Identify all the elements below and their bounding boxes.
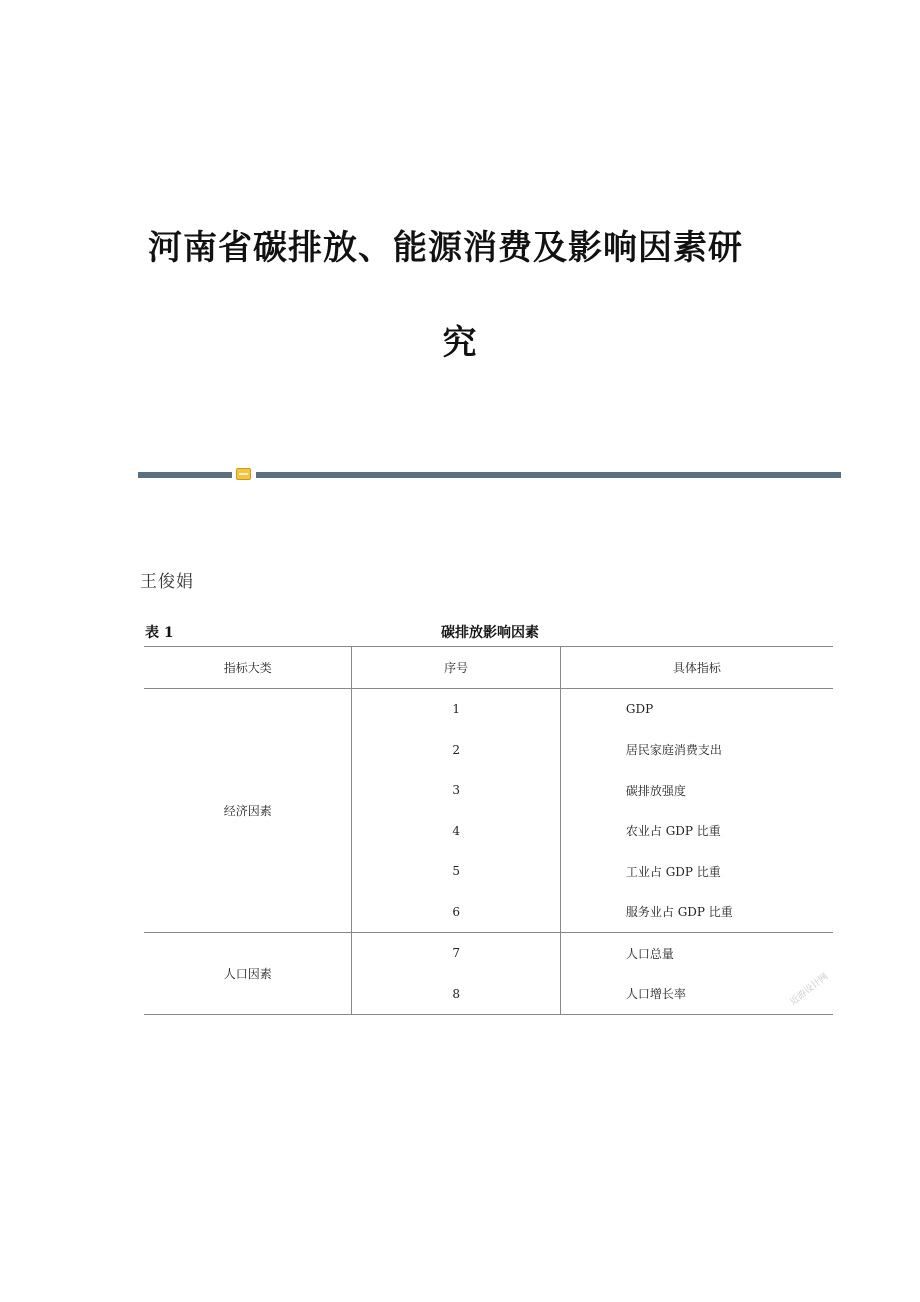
row-number: 3 [352, 770, 560, 811]
author-name: 王俊娟 [140, 572, 194, 592]
category-cell-economic: 经济因素 [144, 689, 352, 933]
row-number: 7 [352, 933, 560, 974]
table-caption: 碳排放影响因素 [441, 625, 539, 641]
row-indicator: 碳排放强度 [625, 783, 686, 798]
document-title-line-1: 河南省碳排放、能源消费及影响因素研 [148, 228, 743, 268]
row-indicator: 人口总量 [625, 946, 674, 961]
row-indicator: 居民家庭消费支出 [625, 743, 722, 758]
table-row [144, 689, 833, 730]
table-row [144, 933, 833, 974]
divider-emblem-icon [236, 468, 251, 480]
table-header-row [144, 647, 833, 689]
header-indicator: 具体指标 [560, 647, 833, 689]
divider-bar-left [138, 472, 232, 478]
factors-table [144, 646, 833, 1015]
row-indicator: 工业占 GDP 比重 [625, 864, 721, 879]
title-divider [138, 471, 841, 479]
row-indicator: 服务业占 GDP 比重 [560, 892, 833, 933]
header-number: 序号 [352, 647, 560, 689]
header-category: 指标大类 [144, 647, 352, 689]
divider-bar-right [256, 472, 841, 478]
row-number: 8 [352, 974, 560, 1015]
row-indicator: GDP [625, 702, 654, 717]
row-number: 2 [352, 730, 560, 771]
row-number: 5 [352, 851, 560, 892]
category-cell-population: 人口因素 [144, 933, 352, 1015]
row-number: 4 [352, 811, 560, 852]
row-number: 1 [352, 689, 560, 730]
table-label: 表 1 [145, 625, 174, 641]
row-indicator: 农业占 GDP 比重 [625, 824, 721, 839]
row-indicator: 人口增长率 [560, 974, 833, 1015]
watermark: 近游设计网 [788, 971, 831, 1008]
document-title-line-2: 究 [442, 323, 478, 363]
row-number: 6 [352, 892, 560, 933]
